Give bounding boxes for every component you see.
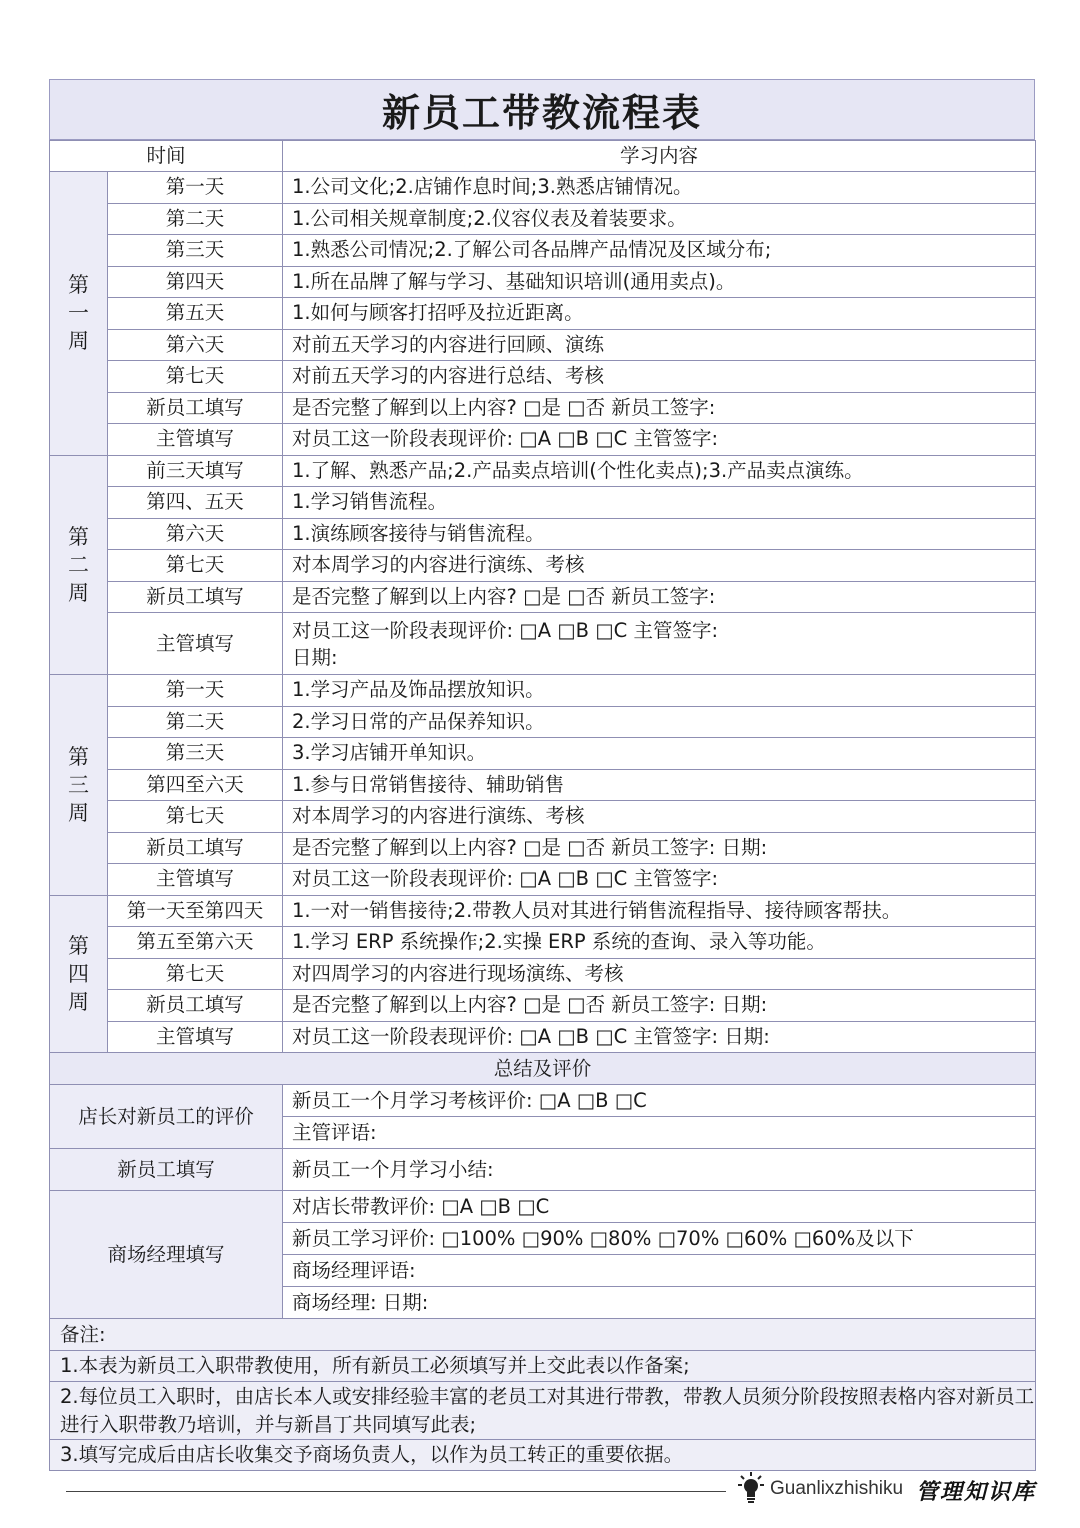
new-employee-summary-label: 新员工填写 xyxy=(50,1149,283,1191)
content-cell xyxy=(283,266,1036,298)
day-cell: 第二天 xyxy=(108,203,283,235)
summary-line: 主管评语: xyxy=(283,1117,1036,1149)
day-cell: 主管填写 xyxy=(108,1021,283,1053)
week-label-char: 第 xyxy=(68,744,89,769)
day-cell: 第一天 xyxy=(108,675,283,707)
summary-line: 新员工一个月学习小结: xyxy=(283,1149,1036,1191)
content-line: 对前五天学习的内容进行总结、考核 xyxy=(292,364,605,388)
content-cell xyxy=(283,706,1036,738)
week-label-char: 三 xyxy=(68,772,89,797)
day-cell: 前三天填写 xyxy=(108,455,283,487)
form-title: 新员工带教流程表 xyxy=(49,79,1035,140)
day-cell: 第二天 xyxy=(108,706,283,738)
content-cell xyxy=(283,927,1036,959)
content-line: 1.演练顾客接待与销售流程。 xyxy=(292,521,545,545)
content-line: 是否完整了解到以上内容? □是 □否 新员工签字: 日期: xyxy=(292,993,768,1017)
content-line: 对员工这一阶段表现评价: □A □B □C 主管签字: xyxy=(292,867,719,891)
table-row xyxy=(50,864,1036,896)
table-row xyxy=(50,235,1036,267)
content-line: 是否完整了解到以上内容? □是 □否 新员工签字: xyxy=(292,584,716,608)
lightbulb-icon xyxy=(738,1471,764,1509)
table-row xyxy=(50,801,1036,833)
content-line: 是否完整了解到以上内容? □是 □否 新员工签字: xyxy=(292,395,716,419)
content-line: 日期: xyxy=(292,645,338,669)
table-row xyxy=(50,706,1036,738)
week-label-char: 周 xyxy=(68,800,89,825)
table-row xyxy=(50,990,1036,1022)
notes-heading: 备注: xyxy=(50,1319,1036,1351)
summary-line: 新员工学习评价: □100% □90% □80% □70% □60% □60%及以下 xyxy=(283,1223,1036,1255)
store-manager-evaluation-label: 店长对新员工的评价 xyxy=(50,1085,283,1149)
footer-brand xyxy=(66,1469,1038,1513)
table-row xyxy=(50,927,1036,959)
week-label-char: 第 xyxy=(68,524,89,549)
content-line: 1.如何与顾客打招呼及拉近距离。 xyxy=(292,301,584,325)
summary-line: 新员工一个月学习考核评价: □A □B □C xyxy=(283,1085,1036,1117)
summary-line: 对店长带教评价: □A □B □C xyxy=(283,1191,1036,1223)
day-cell: 第一天至第四天 xyxy=(108,895,283,927)
day-cell: 新员工填写 xyxy=(108,392,283,424)
footer-divider xyxy=(66,1491,726,1492)
day-cell: 主管填写 xyxy=(108,864,283,896)
week-label-char: 第 xyxy=(68,933,89,958)
content-line: 1.参与日常销售接待、辅助销售 xyxy=(292,772,565,796)
content-cell xyxy=(283,613,1036,675)
content-cell xyxy=(283,895,1036,927)
note-row xyxy=(50,1382,1036,1440)
week-label xyxy=(50,675,108,896)
note-item: 2.每位员工入职时，由店长本人或安排经验丰富的老员工对其进行带教，带教人员须分阶段按照表格内容对新员工进行入职带教乃培训，并与新昌丁共同填写此表; xyxy=(50,1382,1036,1440)
table-row xyxy=(50,738,1036,770)
brand-chinese: 管理知识库 xyxy=(916,1479,1037,1505)
note-row xyxy=(50,1351,1036,1382)
table-row xyxy=(50,266,1036,298)
day-cell: 第一天 xyxy=(108,172,283,204)
day-cell: 第五至第六天 xyxy=(108,927,283,959)
content-cell xyxy=(283,738,1036,770)
day-cell: 第四、五天 xyxy=(108,487,283,519)
day-cell: 第六天 xyxy=(108,518,283,550)
content-line: 1.学习 ERP 系统操作;2.实操 ERP 系统的查询、录入等功能。 xyxy=(292,930,826,954)
mall-manager-evaluation-label: 商场经理填写 xyxy=(50,1191,283,1319)
day-cell: 第七天 xyxy=(108,550,283,582)
table-row xyxy=(50,581,1036,613)
summary-heading: 总结及评价 xyxy=(50,1053,1036,1085)
content-cell xyxy=(283,675,1036,707)
content-line: 对员工这一阶段表现评价: □A □B □C 主管签字: 日期: xyxy=(292,1024,770,1048)
content-cell xyxy=(283,392,1036,424)
summary-row xyxy=(50,1191,1036,1223)
day-cell: 第四天 xyxy=(108,266,283,298)
week-label xyxy=(50,455,108,675)
table-row xyxy=(50,172,1036,204)
content-line: 3.学习店铺开单知识。 xyxy=(292,741,487,765)
summary-row xyxy=(50,1149,1036,1191)
content-line: 1.所在品牌了解与学习、基础知识培训(通用卖点)。 xyxy=(292,269,736,293)
table-row xyxy=(50,298,1036,330)
week-label xyxy=(50,895,108,1053)
content-cell xyxy=(283,518,1036,550)
onboarding-form xyxy=(49,79,1035,1471)
content-cell xyxy=(283,801,1036,833)
table-row xyxy=(50,487,1036,519)
table-row xyxy=(50,329,1036,361)
notes-heading-row xyxy=(50,1319,1036,1351)
table-row xyxy=(50,361,1036,393)
day-cell: 主管填写 xyxy=(108,424,283,456)
table-row xyxy=(50,203,1036,235)
content-cell xyxy=(283,424,1036,456)
table-row xyxy=(50,832,1036,864)
content-line: 1.公司文化;2.店铺作息时间;3.熟悉店铺情况。 xyxy=(292,175,693,199)
brand-english: Guanlixzhishiku xyxy=(770,1478,904,1499)
day-cell: 第五天 xyxy=(108,298,283,330)
table-row xyxy=(50,518,1036,550)
content-line: 对本周学习的内容进行演练、考核 xyxy=(292,553,585,577)
content-line: 对本周学习的内容进行演练、考核 xyxy=(292,804,585,828)
header-content: 学习内容 xyxy=(283,141,1036,172)
note-item: 3.填写完成后由店长收集交予商场负责人，以作为员工转正的重要依据。 xyxy=(50,1440,1036,1471)
day-cell: 第七天 xyxy=(108,958,283,990)
content-line: 1.一对一销售接待;2.带教人员对其进行销售流程指导、接待顾客帮扶。 xyxy=(292,898,902,922)
content-line: 对员工这一阶段表现评价: □A □B □C 主管签字: xyxy=(292,427,719,451)
content-cell xyxy=(283,769,1036,801)
week-label-char: 二 xyxy=(68,552,89,577)
content-line: 对四周学习的内容进行现场演练、考核 xyxy=(292,961,624,985)
week-label-char: 周 xyxy=(68,989,89,1014)
content-line: 1.了解、熟悉产品;2.产品卖点培训(个性化卖点);3.产品卖点演练。 xyxy=(292,458,864,482)
content-cell xyxy=(283,581,1036,613)
content-cell xyxy=(283,487,1036,519)
content-line: 对前五天学习的内容进行回顾、演练 xyxy=(292,332,605,356)
content-cell xyxy=(283,1021,1036,1053)
day-cell: 第三天 xyxy=(108,738,283,770)
day-cell: 第四至六天 xyxy=(108,769,283,801)
summary-heading-row xyxy=(50,1053,1036,1085)
table-row xyxy=(50,613,1036,675)
day-cell: 第三天 xyxy=(108,235,283,267)
day-cell: 第七天 xyxy=(108,801,283,833)
week-label-char: 一 xyxy=(68,301,89,326)
summary-line: 商场经理: 日期: xyxy=(283,1287,1036,1319)
note-row xyxy=(50,1440,1036,1471)
content-cell xyxy=(283,455,1036,487)
table-row xyxy=(50,455,1036,487)
content-cell xyxy=(283,172,1036,204)
header-time: 时间 xyxy=(50,141,283,172)
content-cell xyxy=(283,203,1036,235)
week-label-char: 第 xyxy=(68,273,89,298)
content-line: 是否完整了解到以上内容? □是 □否 新员工签字: 日期: xyxy=(292,835,768,859)
content-line: 1.学习产品及饰品摆放知识。 xyxy=(292,678,545,702)
content-line: 1.学习销售流程。 xyxy=(292,490,448,514)
table-row xyxy=(50,895,1036,927)
content-line: 1.公司相关规章制度;2.仪容仪表及着装要求。 xyxy=(292,206,687,230)
content-line: 2.学习日常的产品保养知识。 xyxy=(292,709,545,733)
content-cell xyxy=(283,832,1036,864)
day-cell: 第七天 xyxy=(108,361,283,393)
day-cell: 新员工填写 xyxy=(108,832,283,864)
day-cell: 第六天 xyxy=(108,329,283,361)
day-cell: 新员工填写 xyxy=(108,581,283,613)
note-item: 1.本表为新员工入职带教使用，所有新员工必须填写并上交此表以作备案; xyxy=(50,1351,1036,1382)
content-cell xyxy=(283,550,1036,582)
table-row xyxy=(50,769,1036,801)
table-row xyxy=(50,675,1036,707)
content-cell xyxy=(283,235,1036,267)
content-cell xyxy=(283,990,1036,1022)
table-row xyxy=(50,424,1036,456)
week-label-char: 周 xyxy=(68,329,89,354)
summary-row xyxy=(50,1085,1036,1117)
table-row xyxy=(50,1021,1036,1053)
table-row xyxy=(50,550,1036,582)
schedule-table xyxy=(49,140,1036,1471)
content-line: 对员工这一阶段表现评价: □A □B □C 主管签字: xyxy=(292,618,719,642)
week-label-char: 周 xyxy=(68,580,89,605)
week-label-char: 四 xyxy=(68,961,89,986)
table-row xyxy=(50,958,1036,990)
week-label xyxy=(50,172,108,456)
content-cell xyxy=(283,329,1036,361)
content-cell xyxy=(283,361,1036,393)
content-cell xyxy=(283,298,1036,330)
table-row xyxy=(50,392,1036,424)
content-line: 1.熟悉公司情况;2.了解公司各品牌产品情况及区域分布; xyxy=(292,238,772,262)
summary-line: 商场经理评语: xyxy=(283,1255,1036,1287)
content-cell xyxy=(283,864,1036,896)
day-cell: 主管填写 xyxy=(108,613,283,675)
content-cell xyxy=(283,958,1036,990)
day-cell: 新员工填写 xyxy=(108,990,283,1022)
